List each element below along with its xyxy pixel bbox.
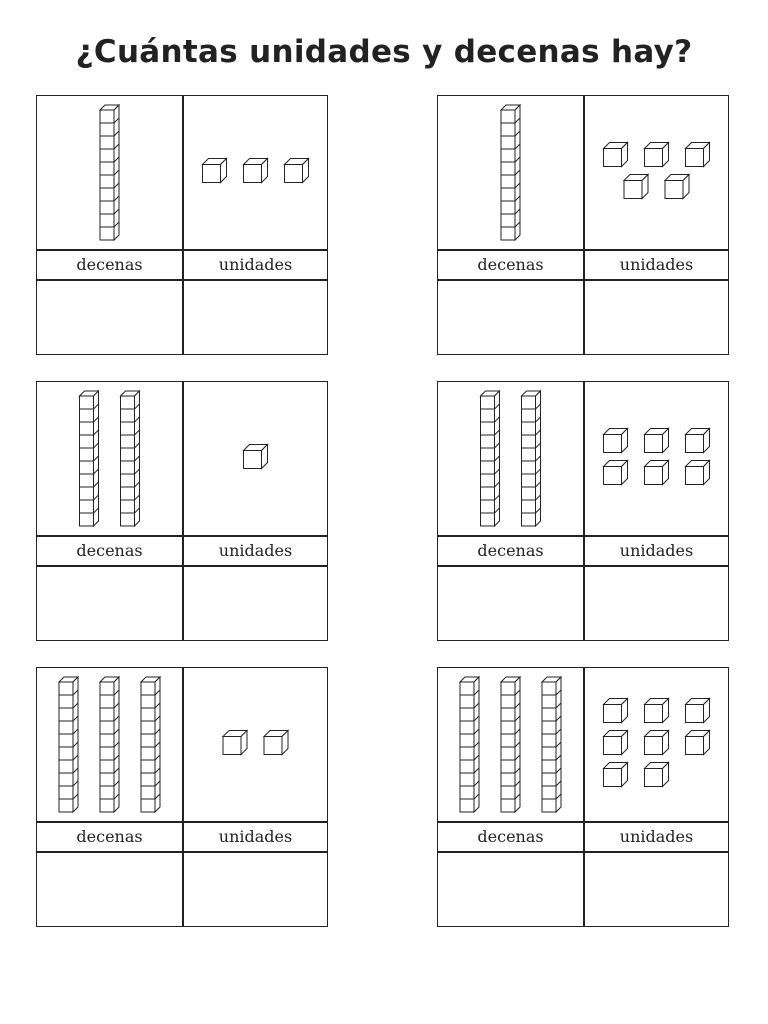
unit-cube — [604, 143, 628, 167]
ones-answer-box[interactable] — [184, 281, 327, 353]
ones-label: unidades — [218, 255, 293, 274]
unit-cube — [645, 429, 669, 453]
ten-rod — [501, 677, 520, 812]
unit-cube — [645, 699, 669, 723]
exercise-card-3 — [36, 381, 328, 641]
tens-label: decenas — [76, 541, 143, 560]
ones-cubes-area — [585, 96, 728, 249]
ones-answer-box[interactable] — [585, 281, 728, 353]
unit-cube — [264, 731, 288, 755]
ten-rod — [121, 391, 140, 526]
unit-cube — [645, 731, 669, 755]
ones-cubes-area — [184, 668, 327, 821]
unit-cube — [285, 159, 309, 183]
unit-cube — [645, 143, 669, 167]
unit-cube — [223, 731, 247, 755]
unit-cube — [604, 429, 628, 453]
tens-rods-area — [438, 668, 583, 821]
unit-cube — [624, 175, 648, 199]
exercise-card-6 — [437, 667, 729, 927]
unit-cube — [604, 461, 628, 485]
unit-cube — [686, 699, 710, 723]
tens-rods-area — [438, 96, 583, 249]
tens-answer-box[interactable] — [37, 853, 182, 925]
ones-answer-box[interactable] — [585, 853, 728, 925]
tens-answer-box[interactable] — [438, 567, 583, 639]
ones-answer-box[interactable] — [585, 567, 728, 639]
ones-cubes-drawing — [184, 96, 327, 249]
tens-rods-area — [438, 382, 583, 535]
ones-label: unidades — [218, 541, 293, 560]
tens-rods-drawing — [438, 382, 583, 535]
tens-answer-box[interactable] — [438, 853, 583, 925]
ones-cubes-drawing — [184, 668, 327, 821]
ten-rod — [59, 677, 78, 812]
ones-answer-box[interactable] — [184, 567, 327, 639]
unit-cube — [686, 143, 710, 167]
ten-rod — [80, 391, 99, 526]
unit-cube — [244, 445, 268, 469]
tens-label: decenas — [477, 255, 544, 274]
ten-rod — [481, 391, 500, 526]
ones-label: unidades — [218, 827, 293, 846]
ones-cubes-area — [184, 96, 327, 249]
tens-label: decenas — [477, 541, 544, 560]
unit-cube — [686, 429, 710, 453]
ten-rod — [100, 105, 119, 240]
ones-cubes-drawing — [585, 668, 728, 821]
unit-cube — [645, 461, 669, 485]
ones-cubes-drawing — [184, 382, 327, 535]
ones-cubes-area — [585, 382, 728, 535]
exercise-card-5 — [36, 667, 328, 927]
tens-rods-area — [37, 668, 182, 821]
tens-rods-drawing — [438, 96, 583, 249]
unit-cube — [203, 159, 227, 183]
tens-answer-box[interactable] — [438, 281, 583, 353]
ones-label: unidades — [619, 541, 694, 560]
unit-cube — [645, 763, 669, 787]
ones-cubes-area — [585, 668, 728, 821]
tens-rods-drawing — [37, 382, 182, 535]
tens-rods-drawing — [37, 96, 182, 249]
ones-answer-box[interactable] — [184, 853, 327, 925]
unit-cube — [665, 175, 689, 199]
ten-rod — [501, 105, 520, 240]
ten-rod — [542, 677, 561, 812]
tens-rods-drawing — [438, 668, 583, 821]
unit-cube — [244, 159, 268, 183]
unit-cube — [686, 731, 710, 755]
tens-label: decenas — [76, 255, 143, 274]
exercise-card-4 — [437, 381, 729, 641]
ones-cubes-drawing — [585, 382, 728, 535]
tens-label: decenas — [477, 827, 544, 846]
tens-rods-area — [37, 382, 182, 535]
tens-answer-box[interactable] — [37, 281, 182, 353]
page-title: ¿Cuántas unidades y decenas hay? — [75, 34, 693, 70]
unit-cube — [604, 763, 628, 787]
exercise-card-2 — [437, 95, 729, 355]
ten-rod — [141, 677, 160, 812]
tens-label: decenas — [76, 827, 143, 846]
unit-cube — [686, 461, 710, 485]
exercise-card-1 — [36, 95, 328, 355]
ones-cubes-area — [184, 382, 327, 535]
ones-cubes-drawing — [585, 96, 728, 249]
ten-rod — [460, 677, 479, 812]
unit-cube — [604, 731, 628, 755]
tens-answer-box[interactable] — [37, 567, 182, 639]
tens-rods-area — [37, 96, 182, 249]
unit-cube — [604, 699, 628, 723]
ten-rod — [100, 677, 119, 812]
tens-rods-drawing — [37, 668, 182, 821]
ones-label: unidades — [619, 255, 694, 274]
ten-rod — [522, 391, 541, 526]
ones-label: unidades — [619, 827, 694, 846]
